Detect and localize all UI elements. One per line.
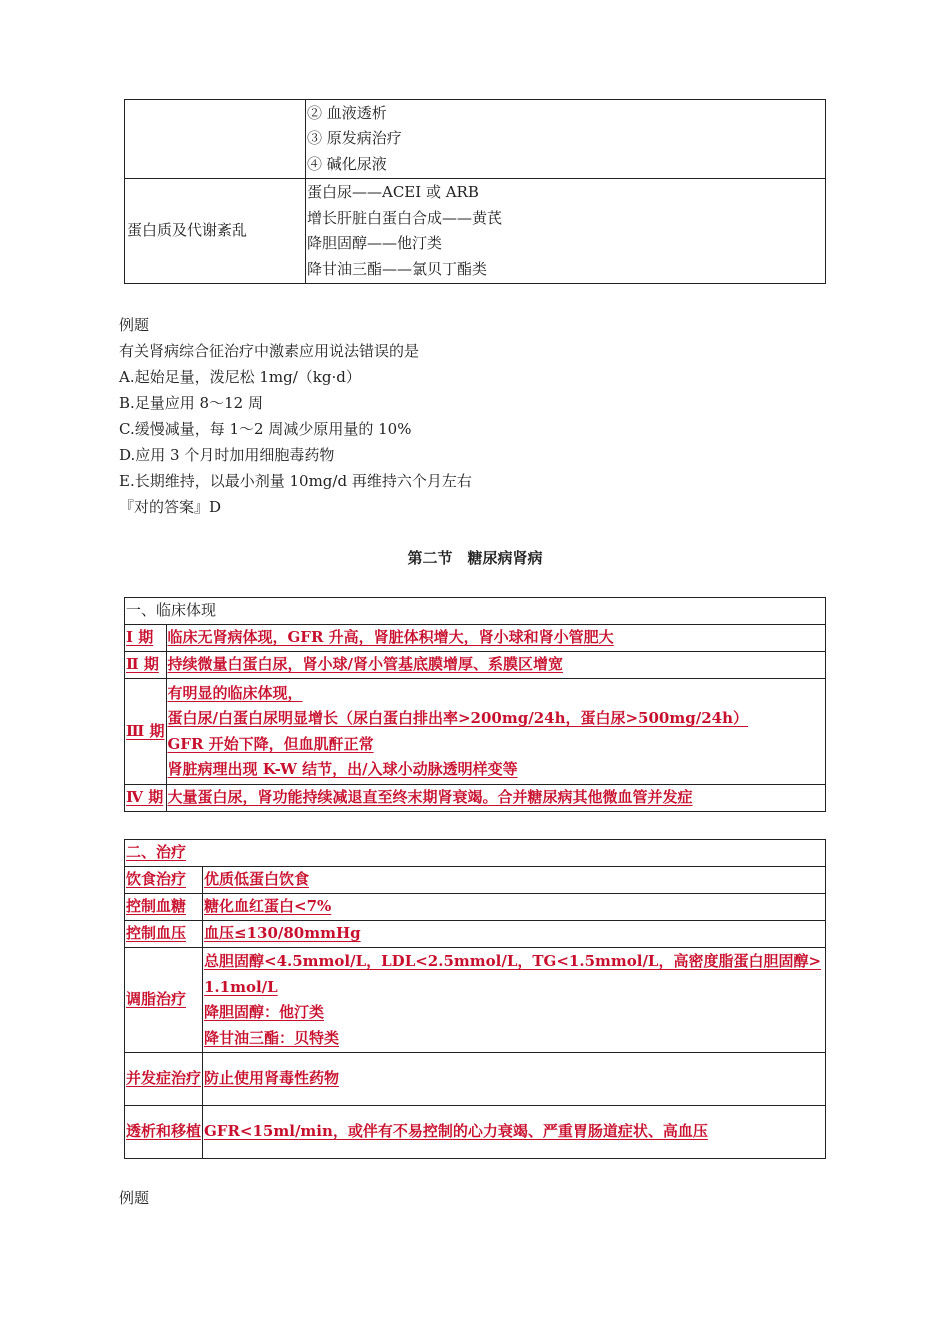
table-row (125, 179, 826, 284)
treatment-detail (203, 948, 826, 1053)
treatment-detail: 防止使用肾毒性药物 (203, 1053, 826, 1106)
stage-description: 临床无肾病体现，GFR 升高，肾脏体积增大，肾小球和肾小管肥大 (166, 625, 826, 652)
treatment-label: 并发症治疗 (125, 1053, 203, 1106)
treatment-label: 控制血糖 (125, 894, 203, 921)
list-item: 蛋白尿——ACEI 或 ARB (307, 183, 479, 201)
treatment-table (124, 839, 826, 1159)
stage-line: 蛋白尿/白蛋白尿明显增长（尿白蛋白排出率>200mg/24h，蛋白尿>500mg/24h） (167, 709, 748, 727)
table-row (125, 894, 826, 921)
question-text: 有关肾病综合征治疗中激素应用说法错误的是 (119, 342, 420, 360)
list-item: ③ 原发病治疗 (307, 129, 402, 148)
stage-description: 大量蛋白尿，肾功能持续减退直至终末期肾衰竭。合并糖尿病其他微血管并发症 (166, 785, 826, 812)
stage-line: GFR 开始下降，但血肌酐正常 (167, 734, 374, 753)
detail-line: 降胆固醇：他汀类 (204, 1003, 325, 1021)
table-header: 一、临床体现 (125, 598, 826, 625)
list-item: ④ 碱化尿液 (307, 154, 387, 173)
table-row (125, 100, 826, 179)
treatment-label: 饮食治疗 (125, 867, 203, 894)
clinical-stages-table (124, 597, 826, 812)
stage-description: 持续微量白蛋白尿，肾小球/肾小管基底膜增厚、系膜区增宽 (166, 652, 826, 679)
option-c: C.缓慢减量，每 1～2 周减少原用量的 10% (119, 420, 412, 438)
detail-line: 降甘油三酯：贝特类 (204, 1028, 340, 1047)
stage-label: Ⅰ 期 (125, 625, 167, 652)
option-a: A.起始足量，泼尼松 1mg/（kg·d） (119, 368, 361, 386)
table-cell-label: 蛋白质及代谢紊乱 (125, 179, 306, 284)
table-row (125, 867, 826, 894)
table-row (125, 948, 826, 1053)
table-row (125, 1053, 826, 1106)
table-row (125, 785, 826, 812)
treatment-label: 控制血压 (125, 921, 203, 948)
treatment-table-continued (124, 99, 826, 284)
table-cell-empty (125, 100, 306, 179)
stage-label: Ⅱ 期 (125, 652, 167, 679)
table-cell-list (306, 179, 826, 284)
example-heading: 例题 (119, 316, 150, 334)
table-row (125, 652, 826, 679)
list-item: 增长肝脏白蛋白合成——黄芪 (307, 208, 503, 227)
example-heading: 例题 (119, 1189, 150, 1207)
treatment-label: 调脂治疗 (125, 948, 203, 1053)
treatment-label: 透析和移植 (125, 1106, 203, 1159)
treatment-detail: GFR<15ml/min，或伴有不易控制的心力衰竭、严重胃肠道症状、高血压 (203, 1106, 826, 1159)
section-title: 第二节 糖尿病肾病 (407, 549, 543, 567)
stage-description (166, 679, 826, 785)
stage-label: Ⅲ 期 (125, 679, 167, 785)
option-d: D.应用 3 个月时加用细胞毒药物 (119, 446, 335, 464)
table-cell-list (306, 100, 826, 179)
list-item: ② 血液透析 (307, 103, 387, 122)
detail-line: 总胆固醇<4.5mmol/L，LDL<2.5mmol/L，TG<1.5mmol/L，高密度脂蛋白胆固醇> (204, 952, 822, 970)
stage-line: 有明显的临床体现， (167, 683, 303, 702)
table-header-row (125, 840, 826, 867)
table-row (125, 625, 826, 652)
detail-line: 1.1mol/L (204, 977, 278, 996)
table-row (125, 921, 826, 948)
treatment-detail: 优质低蛋白饮食 (203, 867, 826, 894)
treatment-detail: 糖化血红蛋白<7% (203, 894, 826, 921)
table-header-row (125, 598, 826, 625)
example-question-block (119, 312, 472, 520)
list-item: 降甘油三酯——氯贝丁酯类 (307, 259, 488, 278)
table-row (125, 1106, 826, 1159)
answer-text: 『对的答案』D (119, 498, 222, 516)
table-row (125, 679, 826, 785)
table-header: 二、治疗 (125, 840, 826, 867)
stage-line: 肾脏病理出现 K-W 结节，出/入球小动脉透明样变等 (167, 760, 518, 778)
stage-label: Ⅳ 期 (125, 785, 167, 812)
option-b: B.足量应用 8～12 周 (119, 394, 263, 412)
option-e: E.长期维持，以最小剂量 10mg/d 再维持六个月左右 (119, 472, 472, 490)
treatment-detail: 血压≤130/80mmHg (203, 921, 826, 948)
list-item: 降胆固醇——他汀类 (307, 234, 443, 252)
